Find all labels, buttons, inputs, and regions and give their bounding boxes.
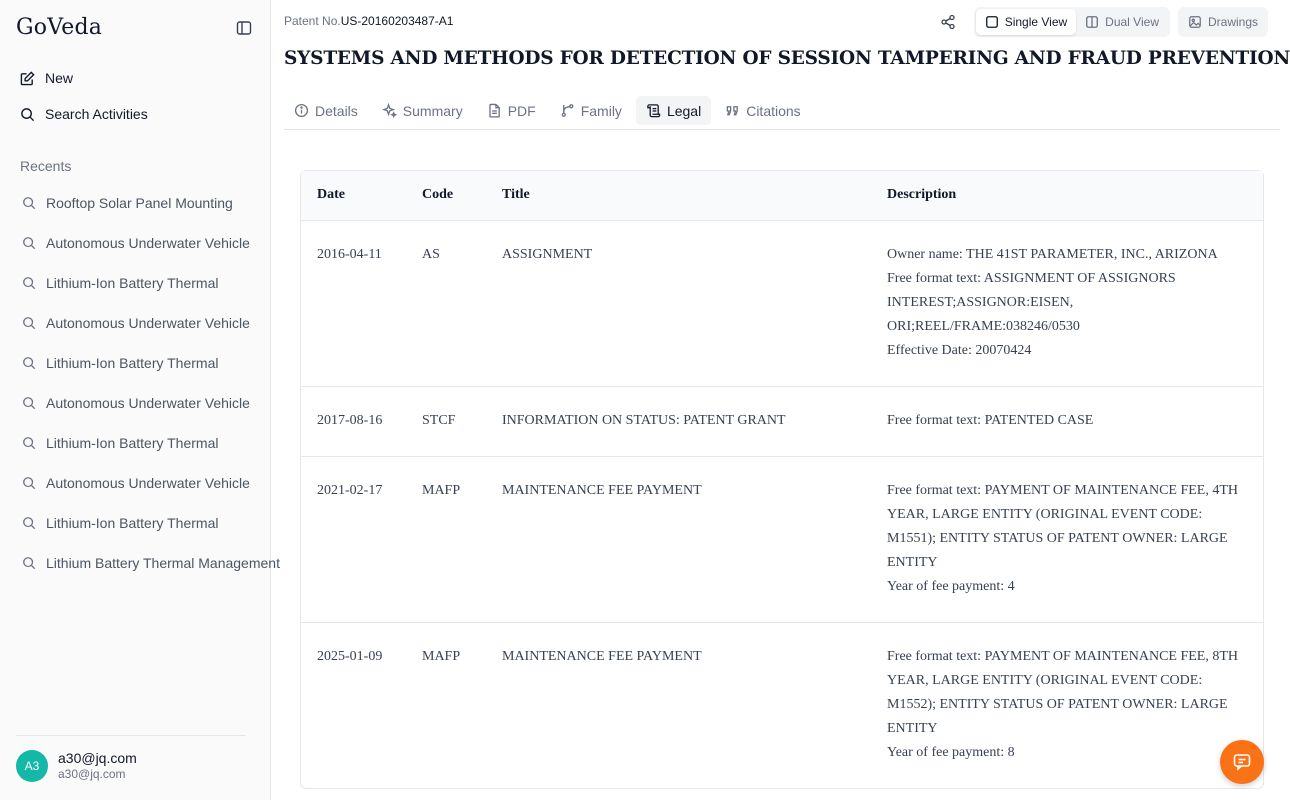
tab-pdf[interactable] (477, 96, 546, 125)
search-icon (22, 476, 36, 490)
table-row (301, 386, 1263, 456)
description-line: Free format text: ASSIGNMENT OF ASSIGNORS INTEREST;ASSIGNOR:EISEN, ORI;REEL/FRAME:038246/0530 (887, 270, 1176, 334)
dual-view-button[interactable] (1076, 9, 1168, 35)
recent-item[interactable] (16, 383, 256, 423)
table-row (301, 220, 1263, 386)
column-header-title: Title (486, 171, 871, 220)
table-body (301, 220, 1263, 788)
search-activities-button[interactable] (12, 99, 258, 129)
tab-summary[interactable] (372, 96, 473, 125)
description-line: Year of fee payment: 8 (887, 744, 1015, 760)
cell-code: AS (406, 220, 486, 386)
recent-item[interactable] (16, 263, 256, 303)
search-icon (22, 436, 36, 450)
sparkle-icon (382, 103, 397, 118)
recent-item-label: Autonomous Underwater Vehicle (46, 395, 250, 411)
recent-item-label: Autonomous Underwater Vehicle (46, 475, 250, 491)
tab-label: Details (315, 102, 358, 119)
recent-item-label: Lithium-Ion Battery Thermal (46, 355, 219, 371)
app-logo[interactable]: GoVeda (16, 15, 103, 40)
recent-item-label: Lithium-Ion Battery Thermal (46, 435, 219, 451)
description-line: Effective Date: 20070424 (887, 342, 1032, 358)
user-name: a30@jq.com (58, 750, 137, 766)
info-icon (294, 103, 309, 118)
top-actions (934, 7, 1268, 37)
user-profile[interactable] (16, 750, 137, 782)
edit-icon (20, 71, 35, 86)
search-icon (22, 196, 36, 210)
image-icon (1188, 15, 1202, 29)
sidebar-divider (16, 735, 246, 736)
cell-date: 2016-04-11 (301, 220, 406, 386)
cell-date: 2025-01-09 (317, 648, 383, 664)
table-header-row (301, 171, 1263, 220)
dual-view-label: Dual View (1105, 15, 1159, 29)
branch-icon (560, 103, 575, 118)
column-header-description: Description (871, 171, 1263, 220)
square-icon (985, 15, 999, 29)
user-email: a30@jq.com (58, 767, 126, 781)
tab-legal[interactable] (636, 96, 711, 125)
search-icon (22, 316, 36, 330)
tab-label: Family (580, 102, 622, 119)
tab-label: PDF (507, 102, 536, 119)
cell-description (871, 386, 1263, 456)
table-row (301, 622, 1263, 788)
search-icon (22, 236, 36, 250)
recent-item[interactable] (16, 543, 280, 583)
patent-number-prefix: Patent No. (284, 14, 341, 28)
description-line: Free format text: PAYMENT OF MAINTENANCE FEE, 8TH YEAR, LARGE ENTITY (ORIGINAL EVENT CODE: M1552); ENTITY STATUS OF PATENT OWNER: LARGE ENTITY (887, 648, 1239, 736)
cell-title: ASSIGNMENT (486, 220, 871, 386)
cell-date: 2021-02-17 (301, 456, 406, 622)
recents-list (16, 183, 280, 583)
search-icon (22, 356, 36, 370)
search-icon (20, 107, 35, 122)
recent-item[interactable] (16, 223, 256, 263)
recents-heading: Recents (20, 158, 72, 174)
search-activities-label: Search Activities (45, 106, 148, 122)
tab-label: Summary (402, 102, 463, 119)
recent-item-label: Rooftop Solar Panel Mounting (46, 195, 233, 211)
share-button[interactable] (934, 8, 962, 36)
recent-item[interactable] (16, 463, 256, 503)
cell-description (871, 456, 1263, 622)
tab-label: Legal (666, 102, 702, 119)
recent-item-label: Autonomous Underwater Vehicle (46, 315, 250, 331)
new-label: New (45, 70, 74, 86)
drawings-label: Drawings (1207, 15, 1258, 29)
view-toggle (974, 7, 1170, 37)
recent-item[interactable] (16, 423, 256, 463)
tab-label: Citations (746, 102, 801, 119)
recent-item[interactable] (16, 503, 256, 543)
main-content (272, 0, 1290, 800)
cell-code: MAFP (422, 648, 461, 664)
avatar: A3 (16, 750, 48, 782)
description-line: Owner name: THE 41ST PARAMETER, INC., ARIZONA (887, 246, 1218, 262)
recent-item-label: Autonomous Underwater Vehicle (46, 235, 250, 251)
cell-code: MAFP (406, 456, 486, 622)
cell-description (871, 220, 1263, 386)
cell-title: INFORMATION ON STATUS: PATENT GRANT (486, 386, 871, 456)
recent-item-label: Lithium Battery Thermal Management (46, 555, 280, 571)
search-icon (22, 556, 36, 570)
sidebar-panel-icon (236, 20, 252, 36)
description-line: Free format text: PATENTED CASE (887, 412, 1094, 428)
tab-family[interactable] (550, 96, 632, 125)
sidebar-toggle-button[interactable] (234, 18, 254, 38)
cell-title: MAINTENANCE FEE PAYMENT (502, 648, 702, 664)
column-header-code: Code (406, 171, 486, 220)
search-icon (22, 276, 36, 290)
table-row (301, 456, 1263, 622)
tab-details[interactable] (284, 96, 368, 125)
description-line: Free format text: PAYMENT OF MAINTENANCE FEE, 4TH YEAR, LARGE ENTITY (ORIGINAL EVENT CODE: M1551); ENTITY STATUS OF PATENT OWNER: LARGE ENTITY (887, 482, 1239, 570)
new-button[interactable] (12, 63, 258, 93)
search-icon (22, 516, 36, 530)
sidebar (0, 0, 280, 800)
recent-item-label: Lithium-Ion Battery Thermal (46, 515, 219, 531)
tab-citations[interactable] (715, 96, 810, 125)
recent-item[interactable] (16, 183, 256, 223)
cell-description (871, 622, 1263, 788)
recent-item-label: Lithium-Ion Battery Thermal (46, 275, 219, 291)
chat-icon (1232, 752, 1252, 772)
patent-title: SYSTEMS AND METHODS FOR DETECTION OF SESSION TAMPERING AND FRAUD PREVENTION (284, 48, 1290, 69)
single-view-button[interactable] (976, 9, 1076, 35)
single-view-label: Single View (1004, 15, 1068, 29)
share-icon (940, 14, 956, 30)
columns-icon (1085, 15, 1099, 29)
description-line: Year of fee payment: 4 (887, 578, 1015, 594)
search-icon (22, 396, 36, 410)
chat-button[interactable] (1220, 740, 1264, 784)
drawings-button[interactable] (1178, 7, 1268, 37)
cell-code: STCF (406, 386, 486, 456)
document-icon (487, 103, 502, 118)
recent-item[interactable] (16, 343, 256, 383)
patent-number-value: US-20160203487-A1 (340, 14, 454, 28)
column-header-date: Date (301, 171, 406, 220)
cell-date: 2017-08-16 (301, 386, 406, 456)
recent-item[interactable] (16, 303, 256, 343)
cell-title: MAINTENANCE FEE PAYMENT (486, 456, 871, 622)
quote-icon (725, 103, 740, 118)
scroll-icon (646, 103, 661, 118)
legal-events-table (300, 170, 1264, 789)
tab-bar (284, 96, 1280, 130)
patent-number (284, 14, 453, 28)
